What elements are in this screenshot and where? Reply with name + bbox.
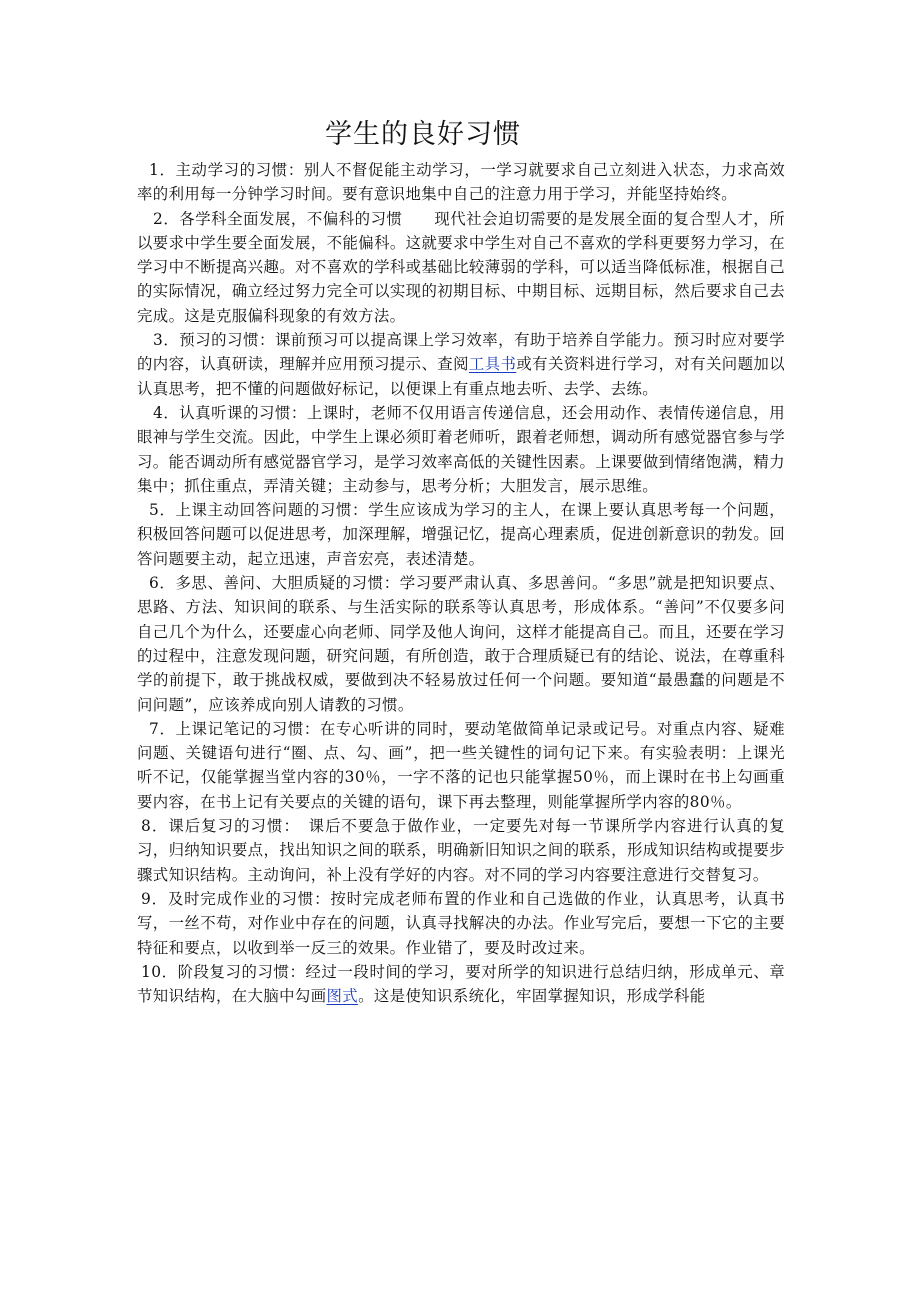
paragraph-number: 8． [141,817,169,836]
paragraph-heading: 多思、善问、大胆质疑的习惯： [175,574,400,593]
paragraph-5 [137,498,785,571]
paragraph-text: 别人不督促能主动学习，一学习就要求自己立刻进入状态，力求高效率的利用每一分钟学习时间。要有意识地集中自己的注意力用于学习，并能坚持始终。 [137,161,785,204]
paragraph-heading: 认真听课的习惯： [179,403,307,422]
document-title: 学生的良好习惯 [325,119,521,150]
paragraph-heading: 课后复习的习惯： [168,817,293,836]
paragraph-text: 课后不要急于做作业，一定要先对每一节课所学内容进行认真的复习，归纳知识要点，找出知识之间的联系，明确新旧知识之间的联系，形成知识结构或提要步骤式知识结构。主动询问，补上没有学好的内容。对不同的学习内容要注意进行交替复习。 [137,817,785,884]
paragraph-3 [137,328,785,401]
paragraph-text: 现代社会迫切需要的是发展全面的复合型人才，所以要求中学生要全面发展，不能偏科。这就要求中学生对自己不喜欢的学科更要努力学习，在学习中不断提高兴趣。对不喜欢的学科或基础比较薄弱的学科，可以适当降低标准，根据自己的实际情况，确立经过努力完全可以实现的初期目标、中期目标、远期目标，然后要求自己去完成。这是克服偏科现象的有效方法。 [137,209,786,325]
paragraph-10 [137,960,785,1009]
paragraph-text: 学习要严肃认真、多思善问。“多思”就是把知识要点、思路、方法、知识间的联系、与生活实际的联系等认真思考，形成体系。“善问”不仅要多问自己几个为什么，还要虚心向老师、同学及他人询问，这样才能提高自己。而且，还要在学习的过程中，注意发现问题，研究问题，有所创造，敢于合理质疑已有的结论、说法，在尊重科学的前提下，敢于挑战权威，要做到决不轻易放过任何一个问题。要知道“最愚蠢的问题是不问问题”，应该养成向别人请教的习惯。 [137,574,785,714]
paragraph-8 [137,814,785,887]
paragraph-text: 经过一段时间的学习，要对所学的知识进行总结归纳，形成单元、章节知识结构，在大脑中勾画 [137,962,785,1006]
paragraph-number: 9． [141,889,168,908]
paragraph-6 [137,571,785,717]
paragraph-number: 6． [149,574,176,593]
paragraph-9 [137,887,785,960]
paragraph-number: 5． [149,501,176,520]
paragraph-number: 1． [149,161,176,179]
paragraph-1 [137,158,785,207]
reference-book-link[interactable]: 工具书 [468,355,517,374]
paragraph-heading: 上课记笔记的习惯： [175,719,320,738]
paragraph-text-continued: 或有关资料进行学习，对有关问题加以认真思考，把不懂的问题做好标记，以便课上有重点地去听、去学、去练。 [137,355,785,398]
paragraph-text-continued: 。这是使知识系统化，牢固掌握知识，形成学科能 [358,987,706,1006]
paragraph-4 [137,401,785,498]
paragraph-heading: 上课主动回答问题的习惯： [175,501,369,520]
paragraph-number: 3． [153,331,180,350]
paragraph-2 [137,207,785,328]
paragraph-text: 上课时，老师不仅用语言传递信息，还会用动作、表情传递信息，用眼神与学生交流。因此，中学生上课必须盯着老师听，跟着老师想，调动所有感觉器官参与学习。能否调动所有感觉器官学习，是学习效率高低的关键性因素。上课要做到情绪饱满，精力集中；抓住重点，弄清关键；主动参与，思考分析；大胆发言，展示思维。 [137,403,785,495]
diagram-link[interactable]: 图式 [326,987,359,1006]
paragraph-text: 在专心听讲的同时，要动笔做简单记录或记号。对重点内容、疑难问题、关键语句进行“圈、点、勾、画”，把一些关键性的词句记下来。有实验表明：上课光听不记，仅能掌握当堂内容的30％，一字不落的记也只能掌握50％，而上课时在书上勾画重要内容，在书上记有关要点的关键的语句，课下再去整理，则能掌握所学内容的80％。 [137,719,785,811]
paragraph-number: 2． [153,209,180,228]
paragraph-number: 10． [141,962,178,981]
paragraph-heading: 预习的习惯： [179,331,275,350]
document-body [137,158,785,1008]
paragraph-number: 4． [153,403,180,422]
paragraph-text: 课前预习可以提高课上学习效率，有助于培养自学能力。预习时应对要学的内容，认真研读，理解并应用预习提示、查阅 [137,331,786,374]
paragraph-heading: 阶段复习的习惯： [177,962,306,981]
paragraph-number: 7． [149,719,176,738]
paragraph-heading: 及时完成作业的习惯： [167,889,331,908]
paragraph-text: 学生应该成为学习的主人，在课上要认真思考每一个问题，积极回答问题可以促进思考，加深理解，增强记忆，提高心理素质，促进创新意识的勃发。回答问题要主动，起立迅速，声音宏亮，表述清楚。 [137,501,785,568]
paragraph-text: 按时完成老师布置的作业和自己选做的作业，认真思考，认真书写，一丝不苟，对作业中存在的问题，认真寻找解决的办法。作业写完后，要想一下它的主要特征和要点，以收到举一反三的效果。作业错了，要及时改过来。 [137,889,785,957]
paragraph-heading: 主动学习的习惯： [175,161,304,179]
paragraph-heading: 各学科全面发展，不偏科的习惯 [179,209,403,228]
paragraph-7 [137,717,785,814]
